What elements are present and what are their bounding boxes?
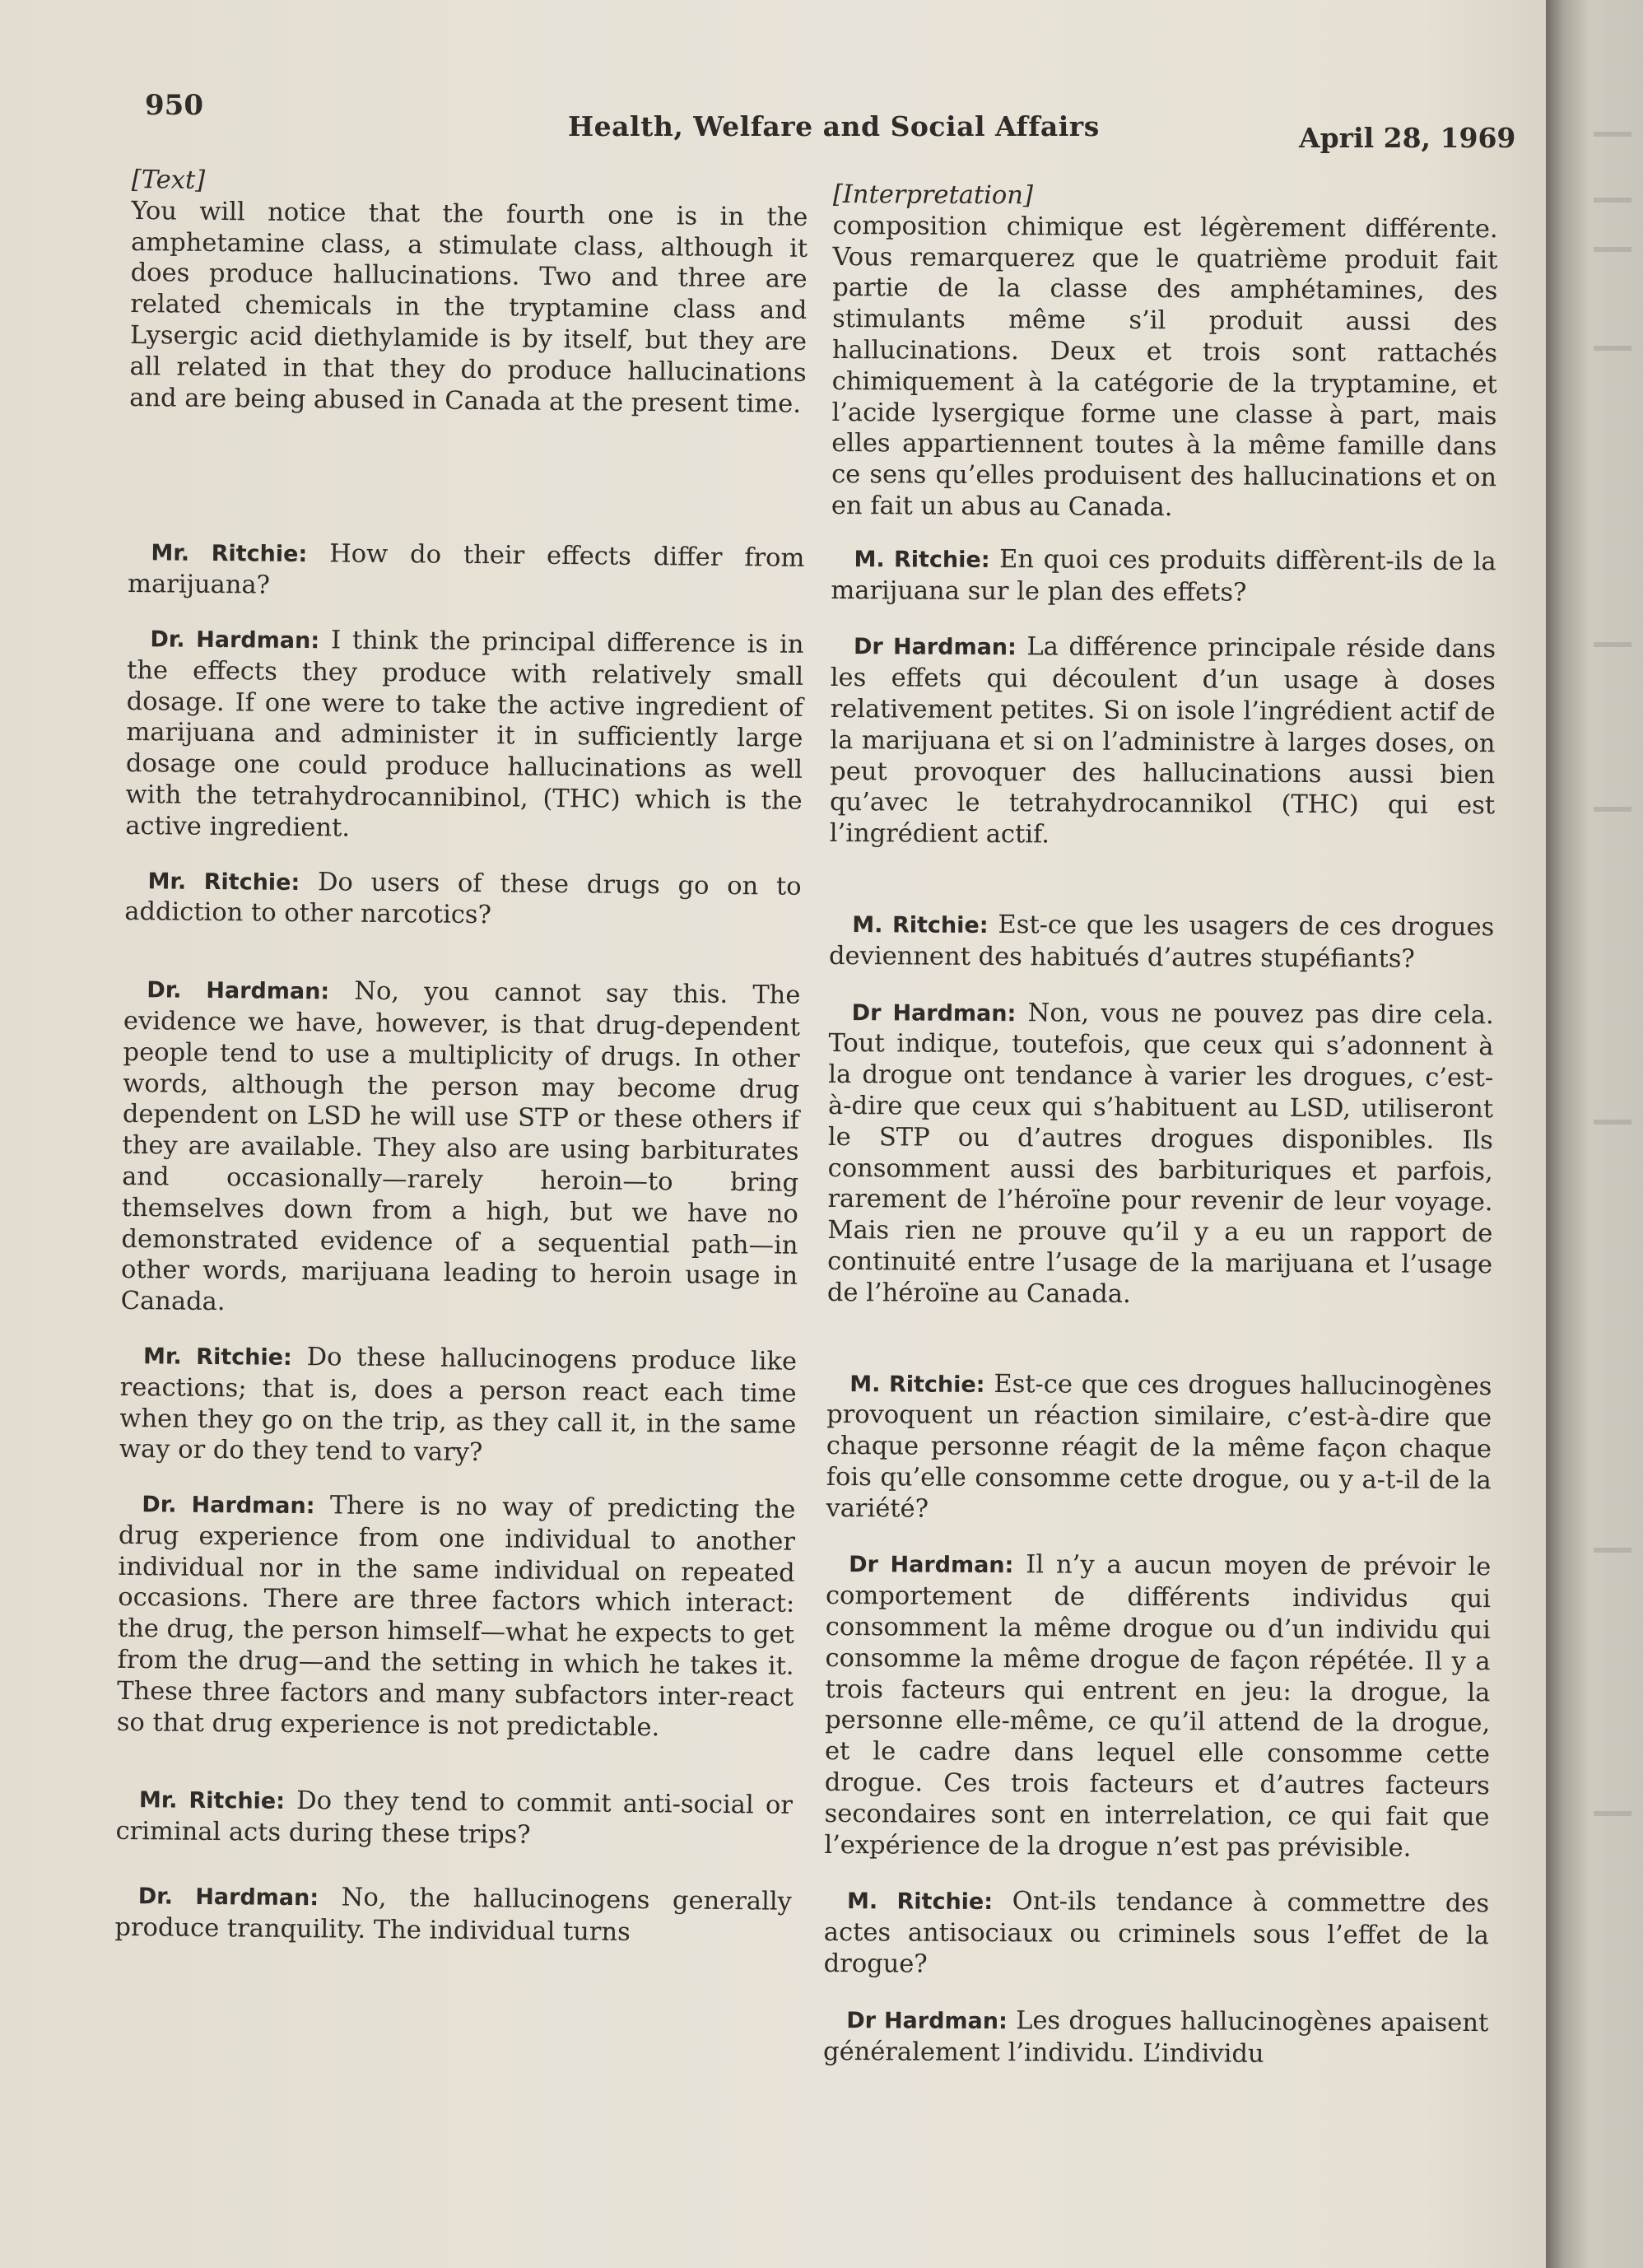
paragraph-text: No, the hallucinogens generally produce tranquility. The individual turns [114,1883,792,1947]
paragraph-text: Est-ce que ces drogues hallucinogènes provoquent un réaction similaire, c’est-à-dire que chaque personne réagit de la même façon chaque fois qu’elle consomme cette drogue, ou y a-t-il de la variété? [826,1369,1492,1524]
speaker-name: Dr. Hardman: [142,1492,315,1520]
speaker-name: M. Ritchie: [846,1888,994,1916]
transcript-paragraph [829,909,1494,976]
transcript-paragraph [824,1885,1490,1983]
paragraph-text: How do their effects differ from marijuana? [127,539,805,600]
transcript-paragraph [121,974,801,1324]
speaker-name: Mr. Ritchie: [142,1344,292,1371]
transcript-paragraph [128,537,805,606]
adjacent-page-text-fragment [1594,1120,1631,1125]
english-column-label: [Text] [131,165,206,195]
paragraph-text: Non, vous ne pouvez pas dire cela. Tout indique, toutefois, que ceux qui s’adonnent à la drogue ont tendance à varier les drogues, c’est-à-dire que ceux qui s’habituent au LSD, utiliseront le STP ou d’autres drogues disponibles. Ils consomment aussi des barbituriques et parfois, rarement de l’héroïne pour revenir de leur voyage. Mais rien ne prouve qu’il y a eu un rapport de continuité entre l’usage de la marijuana et l’usage de l’héroïne au Canada. [826,998,1494,1309]
paragraph-text: Do these hallucinogens produce like reactions; that is, does a person react each time when they go on the trip, as they call it, in the same way or do they tend to vary? [119,1342,798,1468]
transcript-paragraph [830,631,1496,853]
adjacent-page-text-fragment [1594,1548,1631,1553]
paragraph-text: Do users of these drugs go on to addiction to other narcotics? [124,867,802,930]
adjacent-page-text-fragment [1594,1811,1631,1816]
english-column [114,165,808,1949]
paragraph-text: composition chimique est légèrement différente. Vous remarquerez que le quatrième produit fait partie de la classe des amphétamines, des stimulants même s’il produit aussi des hallucinations. Deux et trois sont rattachés chimiquement à la catégorie de la tryptamine, et l’acide lysergique forme une classe à part, mais elles appartiennent toutes à la même famille dans ce sens qu’elles produisent des hallucinations et on en fait un abus au Canada. [831,211,1498,523]
adjacent-page-text-fragment [1594,346,1631,351]
transcript-paragraph [827,997,1494,1312]
transcript-paragraph [124,865,802,934]
transcript-paragraph [831,543,1496,610]
transcript-paragraph [823,2005,1488,2071]
transcript-paragraph [125,623,804,848]
transcript-paragraph [824,1548,1491,1864]
transcript-paragraph [115,1784,793,1853]
transcript-paragraph [114,1880,792,1949]
speaker-name: M. Ritchie: [854,546,990,573]
transcript-paragraph [129,196,808,420]
transcript-paragraph [117,1488,796,1744]
adjacent-page-text-fragment [1594,247,1631,252]
paragraph-text: La différence principale réside dans les effets qui découlent d’un usage à doses relativement petites. Si on isole l’ingrédient actif de la marijuana et si on l’administre à larges doses, on peut provoquer des hallucinations aussi bien qu’avec le tetrahydrocannikol (THC) qui est l’ingrédient actif. [829,632,1496,850]
header-date: April 28, 1969 [1299,122,1516,154]
paragraph-text: I think the principal difference is in the effects they produce with relatively small dosage. If one were to take the active ingredient of marijuana and administer it in sufficiently large dosage one could produce hallucinations as well with the tetrahydrocannibinol, (THC) which is the active ingredient. [125,626,804,843]
paragraph-text: No, you cannot say this. The evidence we have, however, is that drug-dependent people tend to use a multiplicity of drugs. In other words, although the person may become drug dependent on LSD he will use STP or these others if they are available. They also are using barbiturates and occasionally—rarely heroin—to bring themselves down from a high, but we have no demonstrated evidence of a sequential path—in other words, marijuana leading to heroin usage in Canada. [120,976,801,1317]
speaker-name: Dr Hardman: [849,1552,1014,1579]
running-title: Health, Welfare and Social Affairs [568,110,1100,142]
paragraph-text: Est-ce que les usagers de ces drogues deviennent des habitués d’autres stupéfiants? [828,910,1495,974]
adjacent-page-text-fragment [1594,198,1631,203]
adjacent-page-text-fragment [1594,132,1631,137]
page-number: 950 [145,89,203,122]
paragraph-text: Il n’y a aucun moyen de prévoir le comportement de différents individus qui consomment la même drogue ou d’un individu qui consomme la même drogue de façon répétée. Il y a trois facteurs qui entrent en jeu: la drogue, la personne elle-même, ce qu’il attend de la drogue, et le cadre dans lequel elle consomme cette drogue. Ces trois facteurs et d’autres facteurs secondaires sont en interrelation, ce qui fait que l’expérience de la drogue n’est pas prévisible. [824,1550,1492,1863]
speaker-name: M. Ritchie: [849,1371,985,1398]
transcript-paragraph [826,1367,1492,1527]
french-column-label: [Interpretation] [832,179,1033,211]
speaker-name: Dr Hardman: [846,2007,1008,2034]
transcript-paragraph [119,1340,797,1472]
adjacent-page-text-fragment [1594,642,1631,647]
paragraph-text: Ont-ils tendance à commettre des actes antisociaux ou criminels sous l’effet de la drogue? [823,1887,1490,1979]
french-column [823,179,1498,2071]
speaker-name: Dr. Hardman: [137,1884,319,1912]
speaker-name: Mr. Ritchie: [138,1787,286,1815]
adjacent-page-edge [1546,0,1643,2268]
speaker-name: Dr Hardman: [853,634,1017,661]
speaker-name: M. Ritchie: [852,912,989,938]
speaker-name: Mr. Ritchie: [147,868,300,896]
paragraph-text: You will notice that the fourth one is in the amphetamine class, a stimulate class, although it does produce hallucinations. Two and three are related chemicals in the tryptamine class and Lysergic acid diethylamide is by itself, but they are all related in that they do produce hallucinations and are being abused in Canada at the present time. [129,196,808,419]
paragraph-text: Do they tend to commit anti-social or criminal acts during these trips? [115,1786,794,1851]
transcript-paragraph [831,211,1498,525]
speaker-name: Dr. Hardman: [150,626,320,654]
adjacent-page-text-fragment [1594,807,1631,812]
paragraph-text: En quoi ces produits diffèrent-ils de la marijuana sur le plan des effets? [831,544,1496,608]
speaker-name: Dr Hardman: [851,999,1017,1027]
speaker-name: Dr. Hardman: [147,977,330,1005]
paragraph-text: Les drogues hallucinogènes apaisent généralement l’individu. L’individu [823,2005,1489,2069]
paragraph-text: There is no way of predicting the drug experience from one individual to another individual nor in the same individual on repeated occasions. There are three factors which interact: the drug, the person himself—what he expects to get from the drug—and the setting in which he takes it. These three factors and many subfactors inter-react so that drug experience is not predictable. [116,1491,796,1742]
speaker-name: Mr. Ritchie: [151,540,308,568]
